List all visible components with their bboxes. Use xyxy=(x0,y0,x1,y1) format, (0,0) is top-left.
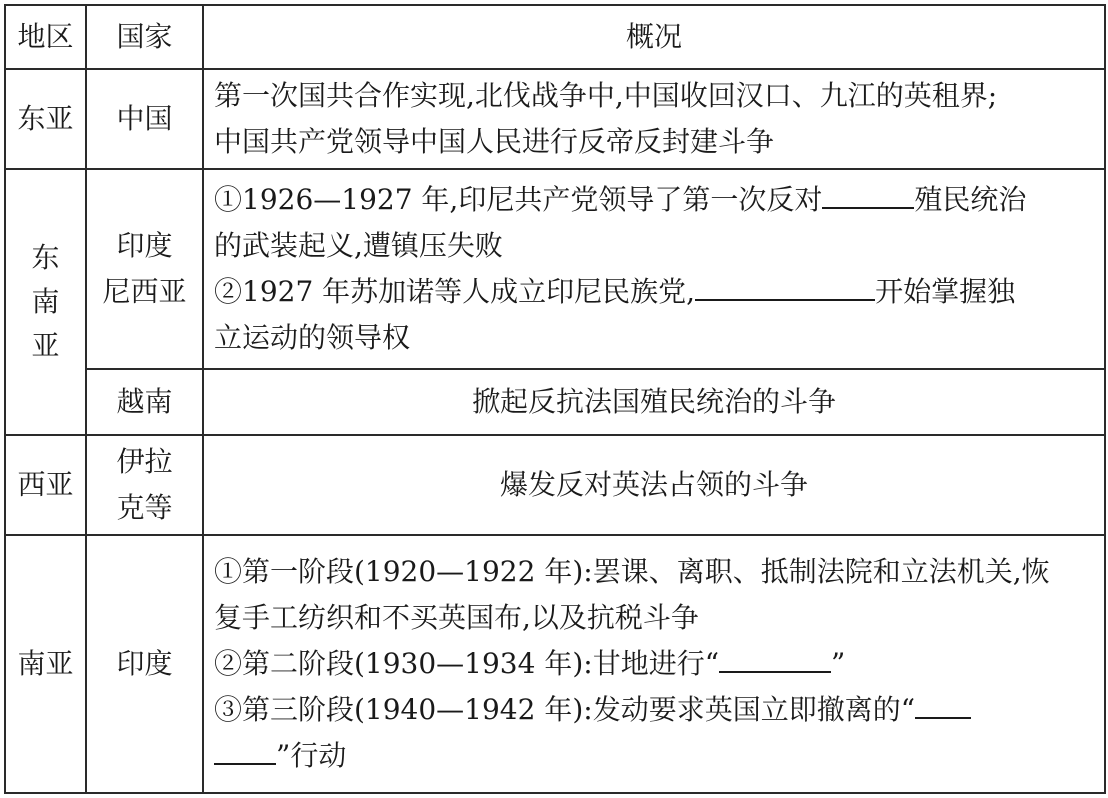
header-overview: 概况 xyxy=(203,5,1105,69)
country-indonesia-line2: 尼西亚 xyxy=(102,275,187,308)
indonesia-item1-line2: 的武装起义,遭镇压失败 xyxy=(214,229,503,262)
region-southeast-char-1: 东 xyxy=(31,241,60,274)
header-row xyxy=(5,5,1105,69)
country-indonesia xyxy=(86,169,203,369)
india-item3-line2 xyxy=(214,733,1096,779)
answer-blank-4b xyxy=(214,733,276,765)
overview-china xyxy=(203,69,1105,169)
row-west-asia xyxy=(5,435,1105,535)
country-iraq-line2: 克等 xyxy=(116,491,173,524)
region-southeast-char-3: 亚 xyxy=(31,329,60,362)
overview-vietnam: 掀起反抗法国殖民统治的斗争 xyxy=(203,369,1105,435)
india-item1-line2: 复手工纺织和不买英国布,以及抗税斗争 xyxy=(214,601,699,634)
country-india: 印度 xyxy=(86,535,203,793)
indonesia-item2-line1 xyxy=(214,269,1096,315)
indonesia-item1-text-a: ①1926—1927 年,印尼共产党领导了第一次反对 xyxy=(214,183,823,216)
india-item3-text-a: ③第三阶段(1940—1942 年):发动要求英国立即撤离的“ xyxy=(214,693,916,726)
header-country: 国家 xyxy=(86,5,203,69)
region-east-asia: 东亚 xyxy=(5,69,86,169)
region-south-asia: 南亚 xyxy=(5,535,86,793)
row-indonesia xyxy=(5,169,1105,369)
row-south-asia xyxy=(5,535,1105,793)
history-table xyxy=(4,4,1106,794)
overview-china-line1: 第一次国共合作实现,北伐战争中,中国收回汉口、九江的英租界; xyxy=(214,79,998,112)
answer-blank-1 xyxy=(822,177,914,209)
answer-blank-2 xyxy=(695,269,875,301)
india-item3-text-b: ”行动 xyxy=(276,739,347,772)
indonesia-item2-text-a: ②1927 年苏加诺等人成立印尼民族党, xyxy=(214,275,696,308)
region-southeast-asia xyxy=(5,169,86,435)
region-southeast-char-2: 南 xyxy=(31,285,60,318)
country-vietnam: 越南 xyxy=(86,369,203,435)
india-item3-line1 xyxy=(214,687,1096,733)
overview-china-line2: 中国共产党领导中国人民进行反帝反封建斗争 xyxy=(214,125,775,158)
indonesia-item1-line1 xyxy=(214,177,1096,223)
india-item2-text-a: ②第二阶段(1930—1934 年):甘地进行“ xyxy=(214,647,720,680)
row-vietnam xyxy=(5,369,1105,435)
answer-blank-3 xyxy=(719,641,831,673)
indonesia-item2-line2: 立运动的领导权 xyxy=(214,321,411,354)
overview-india xyxy=(203,535,1105,793)
india-item1-line1: ①第一阶段(1920—1922 年):罢课、离职、抵制法院和立法机关,恢 xyxy=(214,555,1050,588)
country-indonesia-line1: 印度 xyxy=(116,229,173,262)
overview-west-asia: 爆发反对英法占领的斗争 xyxy=(203,435,1105,535)
india-item2-line xyxy=(214,641,1096,687)
answer-blank-4a xyxy=(915,687,971,719)
country-iraq xyxy=(86,435,203,535)
india-item2-text-b: ” xyxy=(831,647,846,680)
country-china: 中国 xyxy=(86,69,203,169)
country-iraq-line1: 伊拉 xyxy=(116,445,173,478)
indonesia-item2-text-b: 开始掌握独 xyxy=(875,275,1016,308)
header-region: 地区 xyxy=(5,5,86,69)
indonesia-item1-text-b: 殖民统治 xyxy=(914,183,1027,216)
row-east-asia xyxy=(5,69,1105,169)
overview-indonesia xyxy=(203,169,1105,369)
region-west-asia: 西亚 xyxy=(5,435,86,535)
